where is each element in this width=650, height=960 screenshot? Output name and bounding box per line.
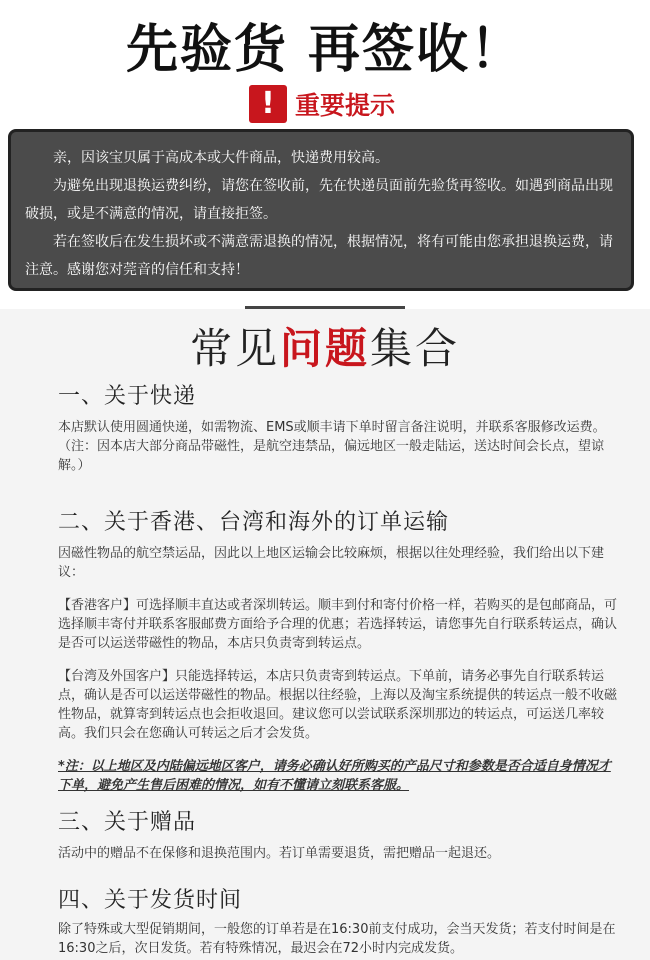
section-text: 除了特殊或大型促销期间，一般您的订单若是在16:30前支付成功，会当天发货；若支付时间是在16:30之后，次日发货。若有特殊情况，最迟会在72小时内完成发货。 xyxy=(58,922,616,956)
faq-title: 常见问题集合 xyxy=(189,324,461,373)
section-heading: 三、关于赠品 xyxy=(58,810,197,835)
headline: 先验货 再签收！ xyxy=(125,20,525,80)
notice-banner xyxy=(0,0,650,308)
exclamation-icon: ! xyxy=(249,85,287,123)
warning-note: *注：以上地区及内陆偏远地区客户，请务必确认好所购买的产品尺寸和参数是否合适自身情况才下单，避免产生售后困难的情况，如有不懂请立刻联系客服。 xyxy=(58,759,611,793)
notice-line: 为避免出现退换运费纠纷，请您在签收前，先在快递员面前先验货再签收。如遇到商品出现破损，或是不满意的情况，请直接拒签。 xyxy=(25,178,613,222)
section-heading: 一、关于快递 xyxy=(58,384,197,409)
section-text: 【台湾及外国客户】只能选择转运，本店只负责寄到转运点。下单前，请务必事先自行联系转运点，确认是否可以运送带磁性的物品。根据以往经验，上海以及淘宝系统提供的转运点一般不收磁性物品，就算寄到转运点也会拒收退回。建议您可以尝试联系深圳那边的转运点，可运送几率较高。我们只会在您确认可转运之后才会发货。 xyxy=(58,669,618,741)
section-text: 【香港客户】可选择顺丰直达或者深圳转运。顺丰到付和寄付价格一样，若购买的是包邮商品，可选择顺丰寄付并联系客服邮费方面给予合理的优惠；若选择转运，请您事先自行联系转运点，确认是否可以运送带磁性的物品，本店只负责寄到转运点。 xyxy=(58,598,618,651)
section-text: 活动中的赠品不在保修和退换范围内。若订单需要退货，需把赠品一起退还。 xyxy=(58,846,501,861)
faq-section-gifts xyxy=(58,808,618,863)
important-tip xyxy=(249,84,395,124)
faq-section-dispatch-time xyxy=(58,886,618,958)
notice-box xyxy=(8,129,634,291)
faq-section-overseas xyxy=(58,508,618,795)
notice-line: 亲，因该宝贝属于高成本或大件商品，快递费用较高。 xyxy=(53,150,389,166)
section-text: 本店默认使用圆通快递，如需物流、EMS或顺丰请下单时留言备注说明，并联系客服修改运费。 xyxy=(58,420,606,435)
important-label: 重要提示 xyxy=(295,91,396,120)
section-heading: 二、关于香港、台湾和海外的订单运输 xyxy=(58,510,450,535)
section-heading: 四、关于发货时间 xyxy=(58,888,243,913)
faq-section-shipping xyxy=(58,382,618,475)
notice-line: 若在签收后在发生损坏或不满意需退换的情况，根据情况，将有可能由您承担退换运费，请注意。感谢您对莞音的信任和支持！ xyxy=(25,234,613,278)
section-text: 因磁性物品的航空禁运品，因此以上地区运输会比较麻烦，根据以往处理经验，我们给出以下建议： xyxy=(58,546,605,580)
section-text: （注：因本店大部分商品带磁性，是航空违禁品，偏远地区一般走陆运，送达时间会长点，望谅解。） xyxy=(58,439,605,473)
divider xyxy=(245,306,405,309)
